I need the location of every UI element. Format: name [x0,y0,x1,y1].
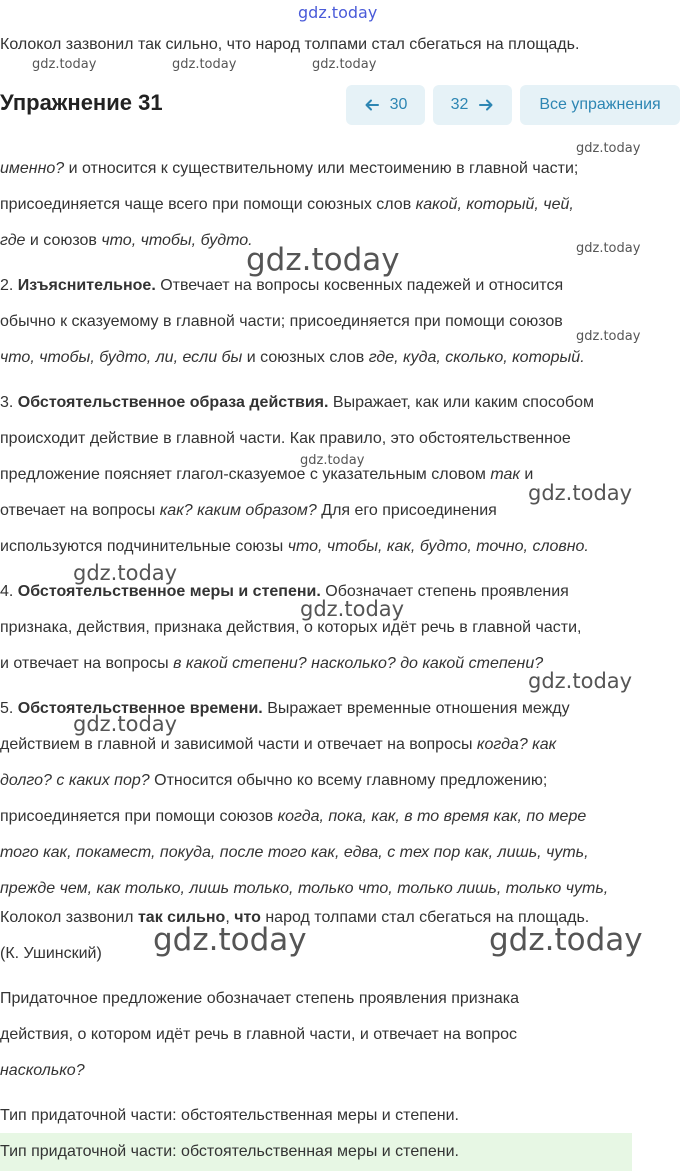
watermark: gdz.today [528,669,633,693]
all-exercises-button[interactable] [520,85,680,125]
theory-line: и отвечает на вопросы в какой степени? насколько? до какой степени? [0,655,544,672]
watermark: gdz.today [300,597,405,621]
answer-highlight-text: Тип придаточной части: обстоятельственная меры и степени. [0,1143,459,1160]
watermark-top: gdz.today [298,3,378,22]
watermark: gdz.today [489,922,643,958]
theory-line: того как, покамест, покуда, после того как, едва, с тех пор как, лишь, чуть, [0,844,589,861]
watermark: gdz.today [576,241,641,256]
theory-line: именно? и относится к существительному или местоимению в главной части; [0,160,579,177]
watermark: gdz.today [300,453,365,468]
theory-line: используются подчинительные союзы что, чтобы, как, будто, точно, словно. [0,538,589,555]
theory-line: долго? с каких пор? Относится обычно ко всему главному предложению; [0,772,548,789]
explanation-line: Придаточное предложение обозначает степень проявления признака [0,990,520,1007]
watermark: gdz.today [312,57,377,72]
theory-line: 4. Обстоятельственное меры и степени. Обозначает степень проявления [0,583,569,600]
explanation-line: действия, о котором идёт речь в главной части, и отвечает на вопрос [0,1026,518,1043]
theory-line: что, чтобы, будто, ли, если бы и союзных слов где, куда, сколько, который. [0,349,585,366]
theory-line: 2. Изъяснительное. Отвечает на вопросы косвенных падежей и относится [0,277,564,294]
theory-line: признака, действия, признака действия, о которых идёт речь в главной части, [0,619,582,636]
theory-line: 5. Обстоятельственное времени. Выражает временные отношения между [0,700,570,717]
watermark: gdz.today [32,57,97,72]
prev-exercise-button[interactable] [346,85,425,125]
watermark: gdz.today [73,712,178,736]
all-exercises-label: Все упражнения [539,96,661,113]
intro-sentence: Колокол зазвонил так сильно, что народ толпами стал сбегаться на площадь. [0,36,580,53]
watermark: gdz.today [576,141,641,156]
example-sentence: Колокол зазвонил так сильно, что народ толпами стал сбегаться на площадь. [0,909,590,926]
theory-line: обычно к сказуемому в главной части; присоединяется при помощи союзов [0,313,563,330]
theory-line: где и союзов что, чтобы, будто. [0,232,253,249]
explanation-line: насколько? [0,1062,85,1079]
watermark: gdz.today [576,329,641,344]
theory-line: 3. Обстоятельственное образа действия. Выражает, как или каким способом [0,394,594,411]
next-exercise-button[interactable] [433,85,512,125]
next-exercise-label: 32 [450,96,469,113]
arrow-right-icon [478,97,494,113]
theory-line: присоединяется при помощи союзов когда, пока, как, в то время как, по мере [0,808,587,825]
prev-exercise-label: 30 [389,96,408,113]
answer-text: Тип придаточной части: обстоятельственная меры и степени. [0,1107,459,1124]
watermark: gdz.today [153,922,307,958]
example-author: (К. Ушинский) [0,945,102,962]
theory-line: происходит действие в главной части. Как правило, это обстоятельственное [0,430,571,447]
theory-line: присоединяется чаще всего при помощи союзных слов какой, который, чей, [0,196,574,213]
arrow-left-icon [364,97,380,113]
watermark: gdz.today [246,242,400,278]
watermark: gdz.today [528,481,633,505]
watermark: gdz.today [172,57,237,72]
theory-line: предложение поясняет глагол-сказуемое с указательным словом так и [0,466,534,483]
theory-line: отвечает на вопросы как? каким образом? Для его присоединения [0,502,497,519]
theory-line: действием в главной и зависимой части и отвечает на вопросы когда? как [0,736,557,753]
watermark: gdz.today [73,561,178,585]
theory-line: прежде чем, как только, лишь только, только что, только лишь, только чуть, [0,880,609,897]
page-title: Упражнение 31 [0,90,163,115]
